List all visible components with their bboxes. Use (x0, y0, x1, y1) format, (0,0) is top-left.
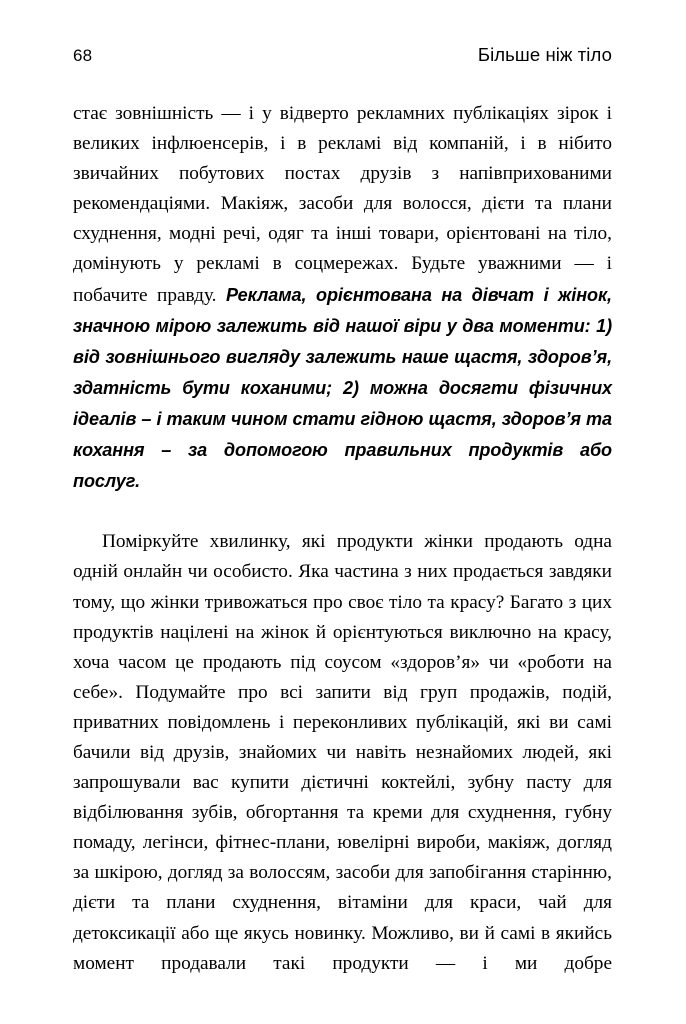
paragraph-1 (73, 99, 612, 527)
paragraph-2-run-regular: Поміркуйте хвилинку, які продукти жінки продають одна одній онлайн чи особисто. Яка частина з них продається завдяки тому, що жінки тривожаться про своє тіло та красу? Багато з цих продуктів націлені на жінок й орієнтуються виключно на красу, хоча часом це продають під соусом «здоров’я» чи «роботи на себе». Подумайте про всі запити від груп продажів, подій, приватних повідомлень і переконливих публікацій, які ви самі бачили від друзів, знайомих чи навіть незнайомих людей, які запрошували вас купити дієтичні коктейлі, зубну пасту для відбілювання зубів, обгортання та креми для схуднення, губну помаду, легінси, фітнес-плани, ювелірні вироби, макіяж, догляд за шкірою, догляд за волоссям, засоби для запобігання старінню, дієти та плани схуднення, вітаміни для краси, чай для детоксикації або ще якусь новинку. Можливо, ви й самі в якийсь момент продавали такі продукти — і ми добре (73, 531, 612, 974)
running-title: Більше ніж тіло (477, 44, 612, 65)
paragraph-2 (73, 527, 612, 1009)
running-head (73, 44, 612, 70)
body-text-block (73, 99, 612, 1009)
paragraph-1-run-emphasis: Реклама, орієнтована на дівчат і жінок, значною мірою залежить від нашої віри у два моменти: 1) від зовнішнього вигляду залежить наше щастя, здоров’я, здатність бути коханими; 2) можна досягти фізичних ідеалів – і таким чином стати гідною щастя, здоров’я та кохання – за допомогою правильних продуктів або послуг. (73, 284, 612, 492)
paragraph-1-run-regular: стає зовнішність — і у відверто рекламних публікаціях зірок і великих інфлюенсерів, і в рекламі від компаній, і в нібито звичайних побутових постах друзів з напівприхованими рекомендаціями. Макіяж, засоби для волосся, дієти та плани схуднення, модні речі, одяг та інші товари, орієнтовані на тіло, домінують у рекламі в соцмережах. Будьте уважними — і побачите правду. (73, 103, 612, 306)
page-number: 68 (73, 46, 93, 65)
